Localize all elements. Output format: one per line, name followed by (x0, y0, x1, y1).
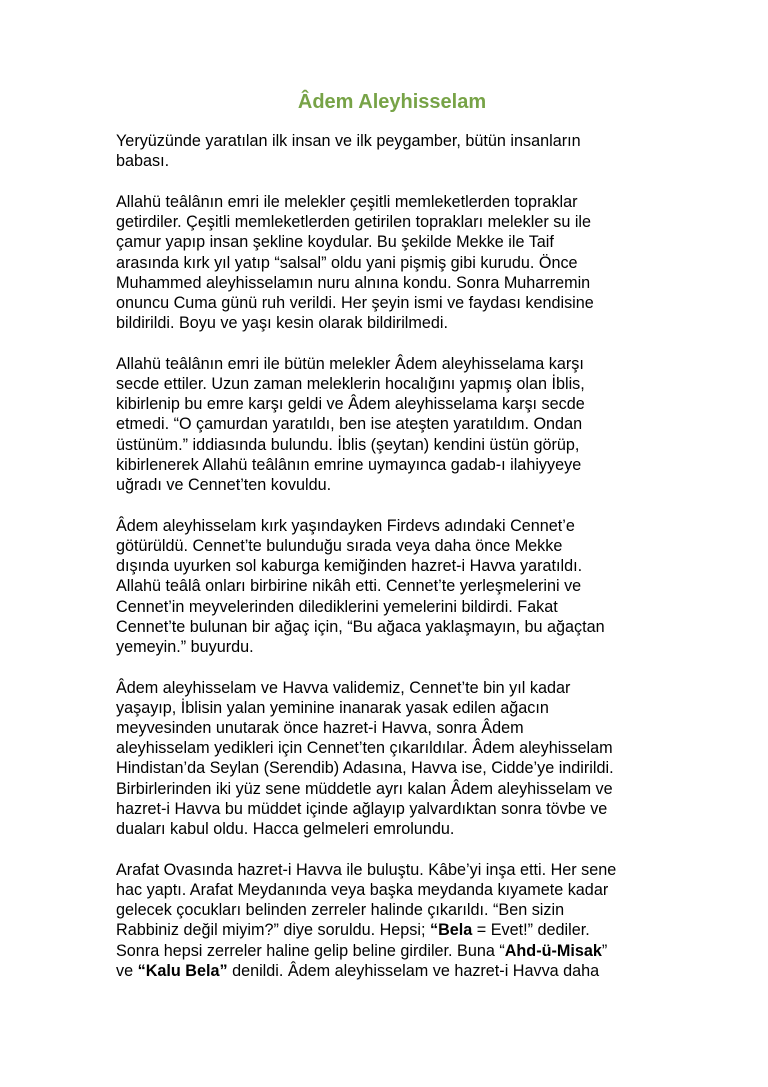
paragraph-line: meyvesinden unutarak önce hazret-i Havva, sonra Âdem (116, 719, 524, 738)
text-run: Sonra hepsi zerreler haline gelip beline girdiler. Buna “ (116, 941, 505, 960)
text-run: denildi. Âdem aleyhisselam ve hazret-i Havva daha (227, 961, 600, 980)
paragraph-line: hazret-i Havva bu müddet içinde ağlayıp yalvardıktan sonra tövbe ve (116, 799, 608, 818)
paragraph-line: Âdem aleyhisselam ve Havva validemiz, Cennet’te bin yıl kadar (116, 678, 571, 697)
paragraph-line: kibirlenip bu emre karşı geldi ve Âdem aleyhisselama karşı secde (116, 395, 585, 414)
paragraph-line: babası. (116, 152, 170, 171)
paragraph-4 (116, 516, 676, 657)
paragraph-line: uğradı ve Cennet’ten kovuldu. (116, 476, 332, 495)
paragraph-1 (116, 131, 676, 171)
paragraph-line (116, 961, 676, 981)
paragraph-line: Yeryüzünde yaratılan ilk insan ve ilk peygamber, bütün insanların (116, 132, 581, 150)
paragraph-line: hac yaptı. Arafat Meydanında veya başka meydanda kıyamete kadar (116, 881, 609, 899)
paragraph-line: duaları kabul oldu. Hacca gelmeleri emrolundu. (116, 820, 455, 839)
paragraph-line: aleyhisselam yedikleri için Cennet’ten çıkarıldılar. Âdem aleyhisselam (116, 739, 613, 758)
paragraph-line: Allahü teâlânın emri ile bütün melekler Âdem aleyhisselama karşı (116, 354, 584, 373)
paragraph-line: Muhammed aleyhisselamın nuru alnına kondu. Sonra Muharremin (116, 273, 591, 292)
paragraph-line: Arafat Ovasında hazret-i Havva ile buluştu. Kâbe’yi inşa etti. Her sene (116, 860, 617, 879)
paragraph-line: Allahü teâlâ onları birbirine nikâh etti. Cennet’te yerleşmelerini ve (116, 577, 582, 596)
text-run: = Evet!” dediler. (472, 921, 590, 940)
paragraph-line: secde ettiler. Uzun zaman meleklerin hocalığını yapmış olan İblis, (116, 375, 585, 394)
paragraph-line: dışında uyurken sol kaburga kemiğinden hazret-i Havva yaratıldı. (116, 557, 583, 576)
paragraph-line: Cennet’te bulunan bir ağaç için, “Bu ağaca yaklaşmayın, bu ağaçtan (116, 617, 605, 636)
bold-term-bela: “Bela (430, 921, 473, 940)
paragraph-line: onuncu Cuma günü ruh verildi. Her şeyin ismi ve faydası kendisine (116, 293, 594, 312)
paragraph-6 (116, 860, 676, 981)
paragraph-line (116, 941, 676, 961)
paragraph-line: Allahü teâlânın emri ile melekler çeşitli memleketlerden topraklar (116, 192, 578, 211)
paragraph-line: bildirildi. Boyu ve yaşı kesin olarak bildirilmedi. (116, 314, 448, 333)
text-run: ” (601, 941, 608, 960)
paragraph-line: Hindistan’da Seylan (Serendib) Adasına, Havva ise, Cidde’ye indirildi. (116, 759, 614, 778)
paragraph-line: Birbirlerinden iki yüz sene müddetle ayrı kalan Âdem aleyhisselam ve (116, 779, 613, 798)
document-page (116, 90, 676, 1002)
paragraph-line: üstünüm.” iddiasında bulundu. İblis (şeytan) kendini üstün görüp, (116, 435, 580, 454)
paragraph-line: yemeyin.” buyurdu. (116, 637, 254, 656)
paragraph-line: Cennet’in meyvelerinden dilediklerini yemelerini bildirdi. Fakat (116, 597, 558, 616)
paragraph-line: yaşayıp, İblisin yalan yeminine inanarak yasak edilen ağacın (116, 698, 549, 717)
paragraph-line: götürüldü. Cennet’te bulunduğu sırada veya daha önce Mekke (116, 536, 563, 555)
bold-term-ahd-u-misak: Ahd-ü-Misak (504, 941, 602, 960)
paragraph-line: Âdem aleyhisselam kırk yaşındayken Firdevs adındaki Cennet’e (116, 516, 575, 535)
paragraph-line: etmedi. “O çamurdan yaratıldı, ben ise ateşten yaratıldım. Ondan (116, 415, 583, 434)
paragraph-line: gelecek çocukları belinden zerreler halinde çıkarıldı. “Ben sizin (116, 901, 565, 920)
paragraph-2 (116, 192, 676, 333)
page-title: Âdem Aleyhisselam (297, 91, 487, 113)
text-run: ve (116, 961, 138, 980)
paragraph-line: getirdiler. Çeşitli memleketlerden getirilen toprakları melekler su ile (116, 213, 592, 232)
paragraph-line: arasında kırk yıl yatıp “salsal” oldu yani pişmiş gibi kurudu. Önce (116, 253, 578, 272)
bold-term-kalu-bela: “Kalu Bela” (137, 961, 228, 980)
paragraph-line (116, 920, 676, 940)
paragraph-line: çamur yapıp insan şekline koydular. Bu şekilde Mekke ile Taif (116, 233, 554, 252)
paragraph-line: kibirlenerek Allahü teâlânın emrine uymayınca gadab-ı ilahiyyeye (116, 455, 582, 474)
paragraph-3 (116, 354, 676, 495)
text-run: Rabbiniz değil miyim?” diye soruldu. Hepsi; (116, 921, 430, 940)
paragraph-5 (116, 678, 676, 840)
